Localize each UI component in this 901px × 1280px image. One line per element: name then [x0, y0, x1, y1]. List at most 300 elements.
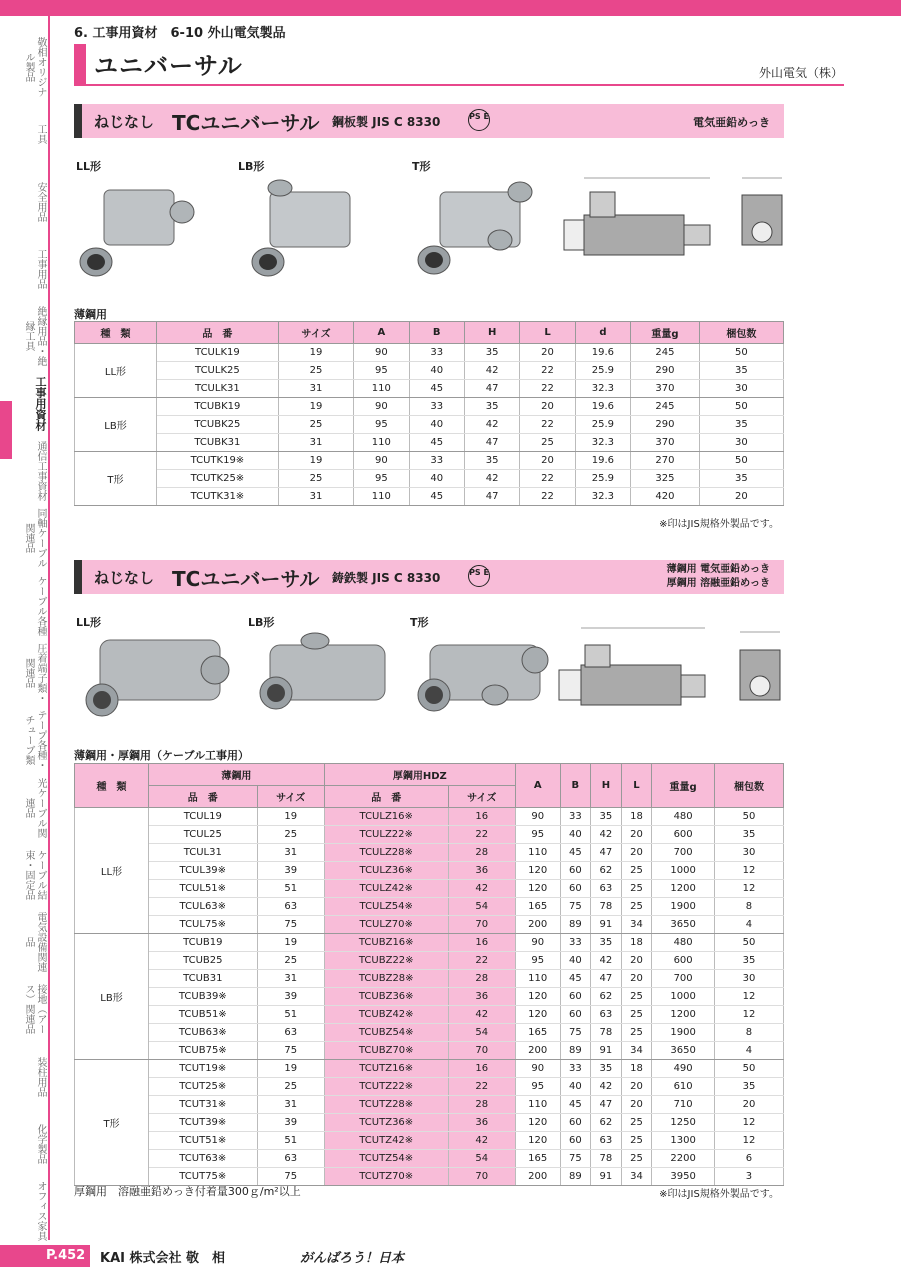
table-cell: 480 [652, 934, 715, 952]
table-cell: 165 [515, 1150, 560, 1168]
spec-table-1 [74, 321, 784, 506]
table-cell: 25 [257, 826, 324, 844]
product-photo-ll-cast [80, 625, 240, 725]
table-cell: 39 [257, 1114, 324, 1132]
table-row [75, 1132, 784, 1150]
table-cell: 75 [257, 916, 324, 934]
table-cell: 35 [464, 344, 519, 362]
dimension-drawing-2 [555, 620, 790, 720]
section2-spec: 鋳鉄製 JIS C 8330 [332, 571, 441, 585]
table-cell: 95 [354, 470, 409, 488]
table-cell: 30 [699, 380, 783, 398]
table-cell: 90 [354, 398, 409, 416]
table-cell: TCUBK25 [156, 416, 278, 434]
table-row [75, 862, 784, 880]
table1-header: L [520, 322, 575, 344]
table-row [75, 488, 784, 506]
table-cell: TCUBZ28※ [324, 970, 448, 988]
table-cell: 35 [464, 398, 519, 416]
table-cell: 165 [515, 1024, 560, 1042]
table-cell: 25 [621, 1132, 652, 1150]
table-cell: 22 [448, 952, 515, 970]
table-cell: 34 [621, 1042, 652, 1060]
table-cell: TCULZ70※ [324, 916, 448, 934]
table-cell: 35 [714, 952, 783, 970]
table-cell: 700 [652, 970, 715, 988]
table-cell: TCUL39※ [149, 862, 258, 880]
product-photo-lb [240, 170, 370, 280]
table-cell: 16 [448, 934, 515, 952]
table2-header: 種 類 [75, 764, 149, 808]
table-cell: TCUB51※ [149, 1006, 258, 1024]
table1-header: 梱包数 [699, 322, 783, 344]
type-cell: T形 [75, 452, 157, 506]
table-cell: 30 [714, 844, 783, 862]
table-cell: TCULZ54※ [324, 898, 448, 916]
table1-header: 重量g [631, 322, 700, 344]
sidebar-item-4[interactable]: 絶縁用品・絶縁工具 [23, 306, 46, 367]
table-cell: 3 [714, 1168, 783, 1186]
table-cell: 90 [515, 934, 560, 952]
table-cell: 62 [591, 1114, 622, 1132]
table-cell: 36 [448, 862, 515, 880]
table-cell: 25.9 [575, 416, 630, 434]
table-cell: 200 [515, 1168, 560, 1186]
section1-title: TCユニバーサル [172, 111, 320, 135]
table-cell: 3650 [652, 1042, 715, 1060]
table-row [75, 1078, 784, 1096]
table-cell: 25 [278, 470, 353, 488]
table-cell: 42 [448, 880, 515, 898]
table-cell: 90 [354, 452, 409, 470]
table-cell: TCUBK19 [156, 398, 278, 416]
table-cell: LB形 [75, 934, 149, 1060]
table-cell: 420 [631, 488, 700, 506]
sidebar-item-13[interactable]: 電気設備関連品 [23, 912, 46, 973]
table-cell: 25 [621, 1150, 652, 1168]
table-cell: 75 [560, 1150, 591, 1168]
table-cell: 31 [257, 1096, 324, 1114]
section2-title: TCユニバーサル [172, 567, 320, 591]
table-cell: 42 [448, 1006, 515, 1024]
table-cell: 28 [448, 1096, 515, 1114]
table-cell: 91 [591, 916, 622, 934]
table-cell: LL形 [75, 808, 149, 934]
table-cell: 22 [520, 488, 575, 506]
table-cell: 35 [591, 934, 622, 952]
table-cell: 35 [699, 416, 783, 434]
table-cell: 1000 [652, 862, 715, 880]
table-cell: 25 [621, 880, 652, 898]
table-cell: 20 [621, 952, 652, 970]
table-cell: TCUT39※ [149, 1114, 258, 1132]
table-cell: 50 [714, 1060, 783, 1078]
table-cell: 6 [714, 1150, 783, 1168]
table-cell: 18 [621, 1060, 652, 1078]
table-cell: TCULK19 [156, 344, 278, 362]
table-row [75, 808, 784, 826]
table-row [75, 434, 784, 452]
table-row [75, 880, 784, 898]
table-cell: TCUL63※ [149, 898, 258, 916]
table-cell: 47 [464, 488, 519, 506]
section2-note-right: ※印はJIS規格外製品です。 [659, 1189, 779, 1200]
table-cell: 19.6 [575, 398, 630, 416]
table-cell: 63 [257, 1024, 324, 1042]
table-cell: TCULK25 [156, 362, 278, 380]
pse-mark-icon: PS E [468, 109, 490, 131]
table-cell: 22 [448, 1078, 515, 1096]
table-cell: 8 [714, 898, 783, 916]
section-mark [74, 104, 82, 138]
table-cell: TCUBZ42※ [324, 1006, 448, 1024]
table-row [75, 452, 784, 470]
table-cell: 35 [699, 470, 783, 488]
table-cell: 47 [591, 844, 622, 862]
table-cell: 63 [591, 880, 622, 898]
table-cell: TCUBK31 [156, 434, 278, 452]
table-row [75, 1096, 784, 1114]
table-cell: 70 [448, 1042, 515, 1060]
table-cell: 12 [714, 1114, 783, 1132]
table-cell: 245 [631, 344, 700, 362]
table-cell: TCUBZ36※ [324, 988, 448, 1006]
table-cell: 110 [515, 1096, 560, 1114]
section1-subtitle: 薄鋼用 [74, 308, 107, 321]
table-cell: 95 [515, 1078, 560, 1096]
table-cell: 33 [560, 934, 591, 952]
title-accent [74, 44, 86, 84]
table-cell: 31 [278, 488, 353, 506]
table-cell: 20 [520, 398, 575, 416]
table1-header: 種 類 [75, 322, 157, 344]
table-cell: 63 [257, 1150, 324, 1168]
table-cell: 45 [409, 380, 464, 398]
table-cell: TCUTZ42※ [324, 1132, 448, 1150]
table-cell: 45 [560, 1096, 591, 1114]
table-cell: TCUT75※ [149, 1168, 258, 1186]
table-cell: 110 [515, 844, 560, 862]
table-row [75, 898, 784, 916]
sidebar-item-1[interactable]: 工具 [35, 124, 46, 145]
table-cell: 40 [560, 1078, 591, 1096]
table-cell: 33 [409, 344, 464, 362]
table-cell: 54 [448, 1024, 515, 1042]
table-cell: 2200 [652, 1150, 715, 1168]
sidebar-item-2[interactable]: 安全用品 [35, 181, 46, 222]
section2-finish [667, 563, 770, 591]
table-cell: 165 [515, 898, 560, 916]
table-cell: 20 [520, 452, 575, 470]
sidebar-item-6[interactable]: 通信工事資材 [35, 440, 46, 501]
table-cell: 51 [257, 1132, 324, 1150]
pse-mark-icon: PS E [468, 565, 490, 587]
table-cell: 8 [714, 1024, 783, 1042]
table-cell: 18 [621, 934, 652, 952]
table-cell: 78 [591, 1150, 622, 1168]
photo-label-lb: LB形 [238, 160, 265, 173]
table-row [75, 826, 784, 844]
table-cell: 4 [714, 916, 783, 934]
table-cell: 36 [448, 1114, 515, 1132]
table-cell: TCUB39※ [149, 988, 258, 1006]
table-cell: 42 [591, 1078, 622, 1096]
table-cell: 45 [409, 488, 464, 506]
table-row [75, 1006, 784, 1024]
table-cell: TCUT25※ [149, 1078, 258, 1096]
table-cell: 35 [591, 808, 622, 826]
table-cell: 325 [631, 470, 700, 488]
sidebar-item-5[interactable]: 工事用資材 [34, 376, 47, 432]
table-cell: 63 [257, 898, 324, 916]
table-cell: 40 [560, 952, 591, 970]
table-cell: 16 [448, 808, 515, 826]
table1-header: H [464, 322, 519, 344]
table-cell: 45 [560, 970, 591, 988]
table-cell: 50 [699, 398, 783, 416]
sidebar-item-12[interactable]: ケーブル結束・固定品 [23, 849, 46, 900]
table-cell: 50 [699, 344, 783, 362]
table-cell: 480 [652, 808, 715, 826]
table2-header: 品 番 [324, 786, 448, 808]
sidebar-item-15[interactable]: 装柱用品 [35, 1056, 46, 1097]
photo-label-lb: LB形 [248, 616, 275, 629]
table-cell: 32.3 [575, 434, 630, 452]
table-cell: 90 [515, 1060, 560, 1078]
table-cell: TCUL75※ [149, 916, 258, 934]
table-cell: 40 [409, 362, 464, 380]
table-cell: 89 [560, 1042, 591, 1060]
table-cell: 12 [714, 880, 783, 898]
table-cell: TCUB75※ [149, 1042, 258, 1060]
table-cell: 40 [409, 416, 464, 434]
table-cell: 91 [591, 1042, 622, 1060]
table-cell: 34 [621, 1168, 652, 1186]
title-divider [74, 84, 844, 86]
table-cell: 34 [621, 916, 652, 934]
table-cell: 78 [591, 1024, 622, 1042]
table-cell: 20 [621, 1096, 652, 1114]
table-cell: 110 [515, 970, 560, 988]
table-cell: 50 [714, 934, 783, 952]
sidebar-item-11[interactable]: 光ケーブル関連品 [23, 777, 46, 838]
table-cell: 50 [699, 452, 783, 470]
table-cell: 120 [515, 988, 560, 1006]
table-cell: 42 [591, 952, 622, 970]
sidebar-item-9[interactable]: 圧着端子類・関連品 [23, 642, 46, 703]
table-cell: TCUBZ70※ [324, 1042, 448, 1060]
table-cell: TCULK31 [156, 380, 278, 398]
table-cell: 60 [560, 1006, 591, 1024]
sidebar [0, 16, 52, 1240]
table2-header: 重量g [652, 764, 715, 808]
table-row [75, 1042, 784, 1060]
table-cell: 1200 [652, 1006, 715, 1024]
table-cell: 1250 [652, 1114, 715, 1132]
table-cell: 19 [278, 398, 353, 416]
table-cell: 110 [354, 434, 409, 452]
table-cell: 3650 [652, 916, 715, 934]
table-cell: 3950 [652, 1168, 715, 1186]
section2-prefix: ねじなし [94, 569, 155, 587]
table-cell: 20 [621, 844, 652, 862]
table-row [75, 398, 784, 416]
table-cell: 47 [464, 380, 519, 398]
table-cell: 200 [515, 1042, 560, 1060]
photo-label-ll: LL形 [76, 616, 102, 629]
table-row [75, 1150, 784, 1168]
section2-subtitle: 薄鋼用・厚鋼用（ケーブル工事用） [74, 749, 250, 762]
table-cell: 19 [278, 452, 353, 470]
table-cell: 51 [257, 1006, 324, 1024]
sidebar-item-7[interactable]: 同軸ケーブル関連品 [23, 508, 46, 569]
section1-note: ※印はJIS規格外製品です。 [659, 519, 779, 530]
sidebar-item-17[interactable]: オフィス家具 [35, 1181, 46, 1242]
table-cell: 33 [560, 808, 591, 826]
dimension-drawing-1 [560, 170, 790, 270]
sidebar-item-8[interactable]: ケーブル各種 [35, 575, 46, 636]
table-cell: 19.6 [575, 452, 630, 470]
sidebar-item-16[interactable]: 化学製品 [35, 1124, 46, 1165]
table-row [75, 344, 784, 362]
table-cell: 19 [257, 934, 324, 952]
table-cell: 25 [520, 434, 575, 452]
table2-header: L [621, 764, 652, 808]
table-cell: 31 [278, 380, 353, 398]
table2-header: サイズ [257, 786, 324, 808]
table-cell: 4 [714, 1042, 783, 1060]
table-cell: 32.3 [575, 380, 630, 398]
table-cell: 42 [591, 826, 622, 844]
table-cell: 51 [257, 880, 324, 898]
table-cell: 39 [257, 988, 324, 1006]
table-row [75, 988, 784, 1006]
table-row [75, 1024, 784, 1042]
table-cell: 25.9 [575, 362, 630, 380]
company-logo: KAI 株式会社 敬 相 [100, 1251, 226, 1266]
table-cell: 12 [714, 988, 783, 1006]
table-cell: 35 [591, 1060, 622, 1078]
table-cell: 12 [714, 1006, 783, 1024]
table-cell: 90 [515, 808, 560, 826]
table-cell: 28 [448, 970, 515, 988]
table-cell: 25 [621, 1114, 652, 1132]
table2-header: サイズ [448, 786, 515, 808]
table-cell: 60 [560, 862, 591, 880]
table-cell: TCULZ28※ [324, 844, 448, 862]
table-cell: 40 [409, 470, 464, 488]
section2-header [74, 560, 784, 594]
product-photo-ll [74, 170, 204, 280]
table-cell: TCUL51※ [149, 880, 258, 898]
table-cell: TCUBZ22※ [324, 952, 448, 970]
table-cell: TCUTZ22※ [324, 1078, 448, 1096]
table-cell: 75 [257, 1168, 324, 1186]
table-cell: 22 [520, 362, 575, 380]
table-cell: 95 [354, 416, 409, 434]
table2-header: 薄鋼用 [149, 764, 325, 786]
table-cell: 54 [448, 898, 515, 916]
table-cell: 22 [520, 470, 575, 488]
section2-finish-thin: 薄鋼用 電気亜鉛めっき [666, 564, 770, 575]
table-cell: 60 [560, 1114, 591, 1132]
table-cell: 25 [278, 416, 353, 434]
table-cell: 60 [560, 880, 591, 898]
table-cell: 25 [257, 1078, 324, 1096]
sidebar-item-14[interactable]: 接地（アース）関連品 [23, 984, 46, 1035]
table-cell: 63 [591, 1006, 622, 1024]
sidebar-item-10[interactable]: テープ各種・チューブ類 [23, 710, 46, 771]
table-cell: TCUT31※ [149, 1096, 258, 1114]
table-cell: 36 [448, 988, 515, 1006]
table-cell: 42 [464, 362, 519, 380]
table-row [75, 362, 784, 380]
table-cell: 110 [354, 488, 409, 506]
sidebar-item-0[interactable]: 敬相オリジナル製品 [23, 37, 46, 97]
table-cell: 47 [591, 970, 622, 988]
table-cell: 28 [448, 844, 515, 862]
sidebar-item-3[interactable]: 工事用品 [35, 248, 46, 289]
table2-header: 品 番 [149, 786, 258, 808]
table-cell: TCUTZ70※ [324, 1168, 448, 1186]
table1-header: 品 番 [156, 322, 278, 344]
table-cell: 75 [560, 1024, 591, 1042]
table-cell: TCUTZ54※ [324, 1150, 448, 1168]
table-cell: 20 [621, 1078, 652, 1096]
product-photo-t [410, 170, 550, 280]
table-cell: 78 [591, 898, 622, 916]
table-row [75, 970, 784, 988]
table-row [75, 416, 784, 434]
table-cell: 20 [621, 970, 652, 988]
table-cell: 95 [515, 952, 560, 970]
table-cell: 60 [560, 1132, 591, 1150]
table-cell: 270 [631, 452, 700, 470]
type-cell: LL形 [75, 344, 157, 398]
table-cell: 25 [278, 362, 353, 380]
table-cell: TCUT19※ [149, 1060, 258, 1078]
table-cell: 370 [631, 380, 700, 398]
page-title: ユニバーサル [94, 52, 243, 80]
table-cell: 39 [257, 862, 324, 880]
table-cell: 110 [354, 380, 409, 398]
table-cell: TCUB31 [149, 970, 258, 988]
type-cell: LB形 [75, 398, 157, 452]
table-cell: TCUTZ16※ [324, 1060, 448, 1078]
product-photo-t-cast [410, 625, 550, 725]
table-cell: 20 [520, 344, 575, 362]
table-row [75, 952, 784, 970]
section1-spec: 鋼板製 JIS C 8330 [332, 115, 441, 129]
section1-prefix: ねじなし [94, 113, 155, 131]
table-cell: 610 [652, 1078, 715, 1096]
table-cell: 20 [699, 488, 783, 506]
table-cell: 95 [354, 362, 409, 380]
table-cell: TCUB19 [149, 934, 258, 952]
table-cell: TCUL25 [149, 826, 258, 844]
top-bar [0, 0, 901, 16]
table1-header: d [575, 322, 630, 344]
photo-label-t: T形 [412, 160, 431, 173]
table2-header: B [560, 764, 591, 808]
table-cell: 20 [621, 826, 652, 844]
table-cell: 19 [257, 808, 324, 826]
table-cell: TCUBZ16※ [324, 934, 448, 952]
table-cell: TCUL19 [149, 808, 258, 826]
table-row [75, 934, 784, 952]
table-cell: 70 [448, 1168, 515, 1186]
slogan: がんばろう！日本 [300, 1251, 405, 1266]
